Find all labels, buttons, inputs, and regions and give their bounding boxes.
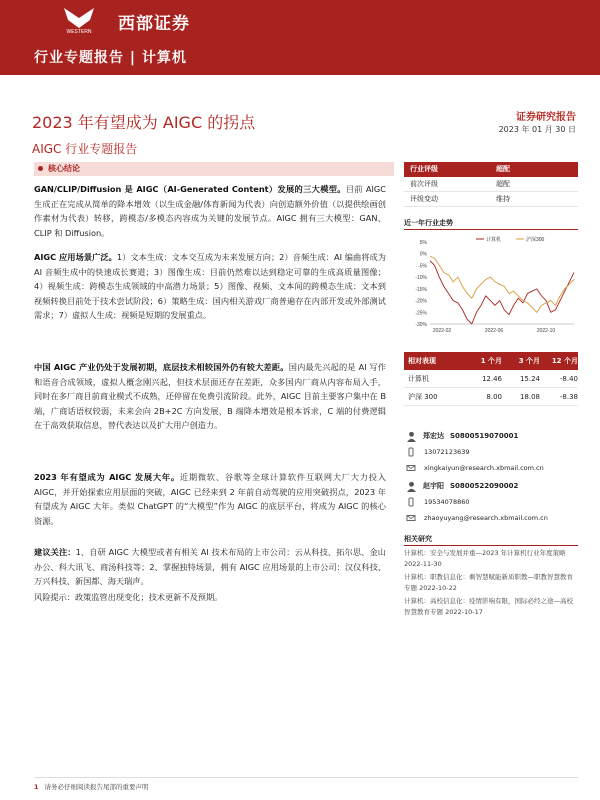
rating-row: 行业评级 超配: [404, 162, 578, 177]
performance-header: 相对表现 1 个月 3 个月 12 个月: [404, 352, 578, 370]
report-type: 证券研究报告: [516, 112, 576, 123]
related-research-list: [404, 548, 578, 620]
analyst-email[interactable]: zhaoyuyang@research.xbmail.com.cn: [404, 510, 578, 526]
brand-name: 西部证券: [118, 14, 190, 34]
legend-label: 计算机: [486, 237, 502, 243]
rating-row: 前次评级 超配: [404, 177, 578, 192]
report-series: 行业专题报告 | 计算机: [34, 50, 187, 66]
footer: [34, 782, 149, 791]
legend-label: 沪深300: [526, 237, 545, 243]
report-date: 2023 年 01 月 30 日: [498, 125, 576, 134]
mail-icon: [406, 463, 416, 473]
y-tick-label: -5%: [418, 263, 427, 270]
person-icon: [406, 431, 417, 442]
y-tick-label: -15%: [415, 286, 427, 293]
page-number: 1: [34, 783, 39, 791]
svg-text:WESTERN: WESTERN: [66, 29, 92, 34]
divider: [404, 229, 578, 230]
performance-row: 计算机 12.46 15.24 -8.40: [404, 370, 578, 388]
core-conclusion-label: 核心结论: [48, 164, 80, 173]
phone-icon: [406, 447, 416, 457]
analyst-name-row: 赵宇阳 S0800522090002: [404, 478, 578, 494]
footer-note: 请务必仔细阅读报告尾部的重要声明: [44, 783, 149, 791]
divider: [404, 545, 578, 546]
trend-title: 近一年行业走势: [404, 219, 453, 227]
analyst-name-row: 郑宏达 S0800519070001: [404, 428, 578, 444]
paragraph: 2023 年有望成为 AIGC 发展大年。近期微软、谷歌等全球计算软件互联网大厂大力投入 AIGC，并开始探索应用层面的突破，AIGC 已经来到 2 年前自动驾驶的应用突破拐点，2023 年有望成为 AIGC 大年。类似 ChatGPT 的“大模型”作为 AIGC 的底层平台，将成为 AIGC 的核心资源。: [34, 472, 386, 526]
header-bar: [0, 0, 600, 75]
report-subtitle: AIGC 行业专题报告: [32, 142, 138, 156]
x-tick-label: 2022-10: [536, 328, 556, 334]
related-research-title: 相关研究: [404, 535, 432, 543]
performance-row: 沪深 300 8.00 18.08 -8.38: [404, 388, 578, 406]
y-tick-label: -30%: [415, 322, 427, 328]
analyst-card: [404, 428, 578, 476]
core-conclusion-banner: [34, 162, 394, 176]
person-icon: [406, 481, 417, 492]
footer-divider: [34, 777, 578, 778]
series-line: [430, 256, 574, 312]
rating-table: [404, 162, 578, 207]
phone-icon: [406, 497, 416, 507]
y-tick-label: 5%: [419, 240, 427, 246]
bullet-icon: [38, 166, 43, 171]
paragraph: AIGC 应用场景广泛。1）文本生成：文本交互成为未来发展方向；2）音频生成：AI 编曲将成为 AI 音频生成中的快速成长赛道；3）图像生成：目前仍然难以达到稳定可靠的生成高质量图像；4）视频生成：跨模态生成领域的中高潜力场景；5）图像、视频、文本间的跨模态生成：文本到视频转换目前处于技术尝试阶段；6）策略生成：国内相关游戏厂商普遍存在内部开发或外部测试需求；7）虚拟人生成：视频是短期的发展重点。: [34, 252, 386, 320]
paragraph: GAN/CLIP/Diffusion 是 AIGC（AI-Generated Content）发展的三大模型。目前 AIGC 生成正在完成从简单的降本增效（以生成金融/体育新闻为代表）向创造额外价值（以提供绘画创作素材为代表）转移，跨模态/多模态内容成为关键的发展节点。AIGC 拥有三大模型：GAN、CLIP 和 Diffusion。: [34, 184, 386, 238]
x-tick-label: 2022-06: [484, 328, 504, 334]
analyst-phone: 13072123639: [404, 444, 578, 460]
paragraph: 中国 AIGC 产业仍处于发展初期，底层技术相较国外仍有较大差距。国内最先兴起的是 AI 写作和语音合成领域，虚拟人概念刚兴起，但技术层面还存在差距，众多国内厂商从内容布局入手，同时在多厂商目前商业模式不成熟，还停留在免费引流阶段。此外，AIGC 目前主要客户集中在 B 端，广商话语权较弱，未来会向 2B+2C 方向发展，B 端降本增效是根本诉求，C 端的付费逻辑在于高效获取信息，替代表达以及扩大用户创造力。: [34, 362, 386, 430]
series-line: [430, 261, 574, 324]
y-tick-label: 0%: [419, 251, 427, 258]
mail-icon: [406, 513, 416, 523]
y-tick-label: -25%: [415, 310, 427, 317]
western-logo: [44, 6, 114, 34]
analyst-email[interactable]: xingkaiyun@research.xbmail.com.cn: [404, 460, 578, 476]
related-item[interactable]: 计算机：安全与发展并重—2023 年计算机行业年度策略 2022-11-30: [404, 549, 566, 568]
related-item[interactable]: 计算机：高校信息化：疫情影响有限，国际必经之途—高校智慧教育专题 2022-10-17: [404, 597, 573, 616]
performance-table: [404, 352, 578, 406]
report-title: 2023 年有望成为 AIGC 的拐点: [32, 113, 256, 132]
rating-row: 评级变动 维持: [404, 192, 578, 207]
analyst-card: [404, 478, 578, 526]
y-tick-label: -10%: [415, 275, 427, 282]
trend-chart: [404, 232, 578, 342]
analyst-phone: 19534078860: [404, 494, 578, 510]
y-tick-label: -20%: [415, 298, 427, 305]
paragraph: 建议关注：1、自研 AIGC 大模型或者有相关 AI 技术布局的上市公司：云从科技、拓尔思、金山办公、科大讯飞、商汤科技等；2、掌握独特场景，拥有 AIGC 应用场景的上市公司：汉仪科技、万兴科技、新国都、海天瑞声。: [34, 547, 386, 586]
x-tick-label: 2022-02: [432, 328, 452, 334]
related-item[interactable]: 计算机：职教信息化：剩智慧赋能新质职教—职教智慧教育专题 2022-10-22: [404, 573, 573, 592]
risk-paragraph: 风险提示：政策监管出现变化；技术更新不及预期。: [34, 592, 223, 602]
